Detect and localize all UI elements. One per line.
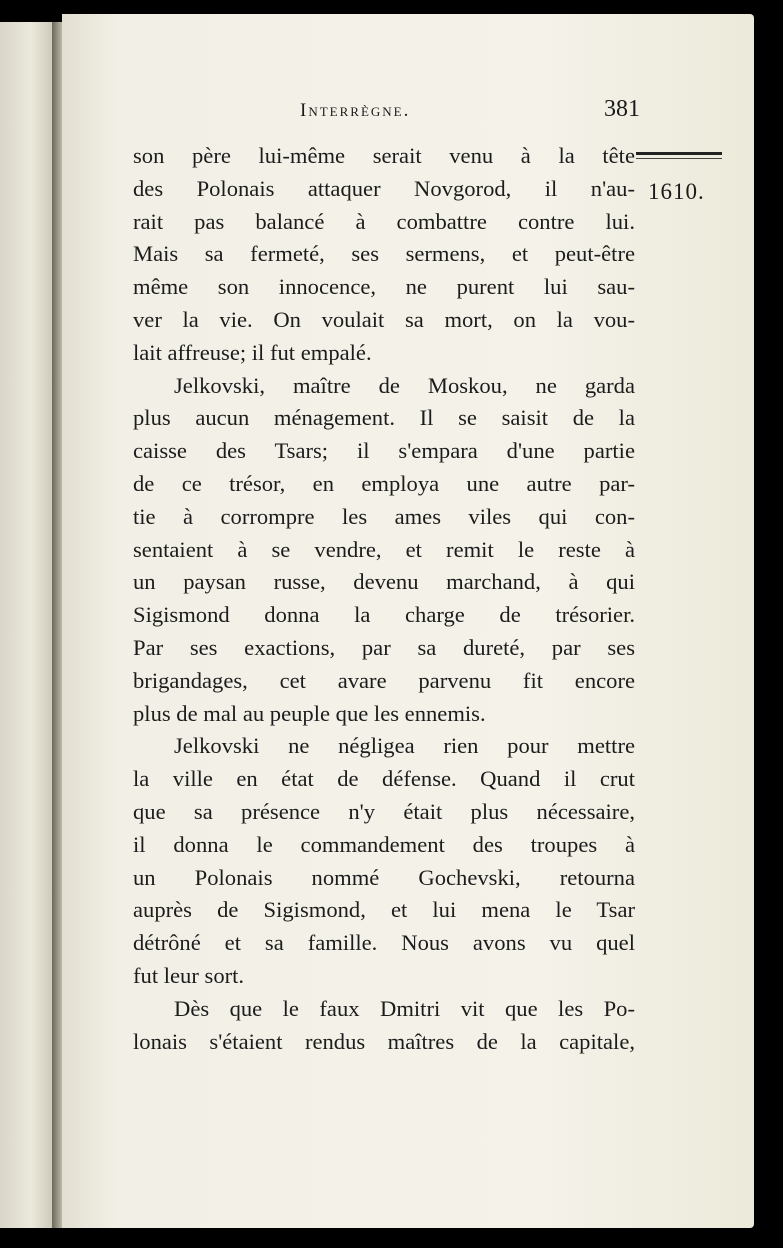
text-line: brigandages, cet avare parvenu fit encore [133, 667, 635, 693]
text-line: un paysan russe, devenu marchand, à qui [133, 569, 635, 595]
paragraph-4 [133, 993, 635, 1059]
text-line: Jelkovski, maître de Moskou, ne garda [174, 372, 635, 398]
text-line: de ce trésor, en employa une autre par- [133, 470, 635, 496]
text-line: Mais sa fermeté, ses sermens, et peut-être [133, 241, 635, 267]
text-line: la ville en état de défense. Quand il crut [133, 766, 635, 792]
page-number: 381 [604, 96, 640, 122]
text-line: lait affreuse; il fut empalé. [133, 339, 372, 365]
text-line: il donna le commandement des troupes à [133, 831, 635, 857]
text-line: Par ses exactions, par sa dureté, par ses [133, 634, 635, 660]
text-line: Jelkovski ne négligea rien pour mettre [174, 733, 635, 759]
text-line: Dès que le faux Dmitri vit que les Po- [174, 995, 635, 1021]
margin-year-note: 1610. [648, 179, 705, 204]
text-line: rait pas balancé à combattre contre lui. [133, 208, 635, 234]
text-line: lonais s'étaient rendus maîtres de la capitale, [133, 1028, 635, 1054]
text-line: ver la vie. On voulait sa mort, on la vou- [133, 306, 635, 332]
text-line: que sa présence n'y était plus nécessaire, [133, 798, 635, 824]
text-line: détrôné et sa famille. Nous avons vu quel [133, 930, 635, 956]
margin-rule-thin [636, 158, 722, 159]
scan-background [754, 14, 783, 1228]
text-line: Sigismond donna la charge de trésorier. [133, 602, 635, 628]
text-line: fut leur sort. [133, 962, 245, 988]
text-line: tie à corrompre les ames viles qui con- [133, 503, 635, 529]
text-line: auprès de Sigismond, et lui mena le Tsar [133, 897, 635, 923]
book-gutter [52, 22, 62, 1228]
text-line: caisse des Tsars; il s'empara d'une partie [133, 438, 635, 464]
running-head: Interrègne. [300, 100, 411, 121]
text-line: sentaient à se vendre, et remit le reste à [133, 536, 635, 562]
text-line: plus de mal au peuple que les ennemis. [133, 700, 486, 726]
page-header [300, 96, 640, 130]
text-line: son père lui-même serait venu à la tête [133, 143, 635, 168]
paragraph-1 [133, 140, 635, 370]
margin-rule [636, 152, 722, 155]
paragraph-3 [133, 730, 635, 992]
paragraph-2 [133, 370, 635, 731]
body-text [133, 140, 635, 1058]
text-line: plus aucun ménagement. Il se saisit de la [133, 405, 635, 431]
text-line: des Polonais attaquer Novgorod, il n'au- [133, 175, 635, 201]
facing-page-edge [0, 22, 54, 1228]
text-line: même son innocence, ne purent lui sau- [133, 274, 635, 300]
text-line: un Polonais nommé Gochevski, retourna [133, 864, 635, 890]
